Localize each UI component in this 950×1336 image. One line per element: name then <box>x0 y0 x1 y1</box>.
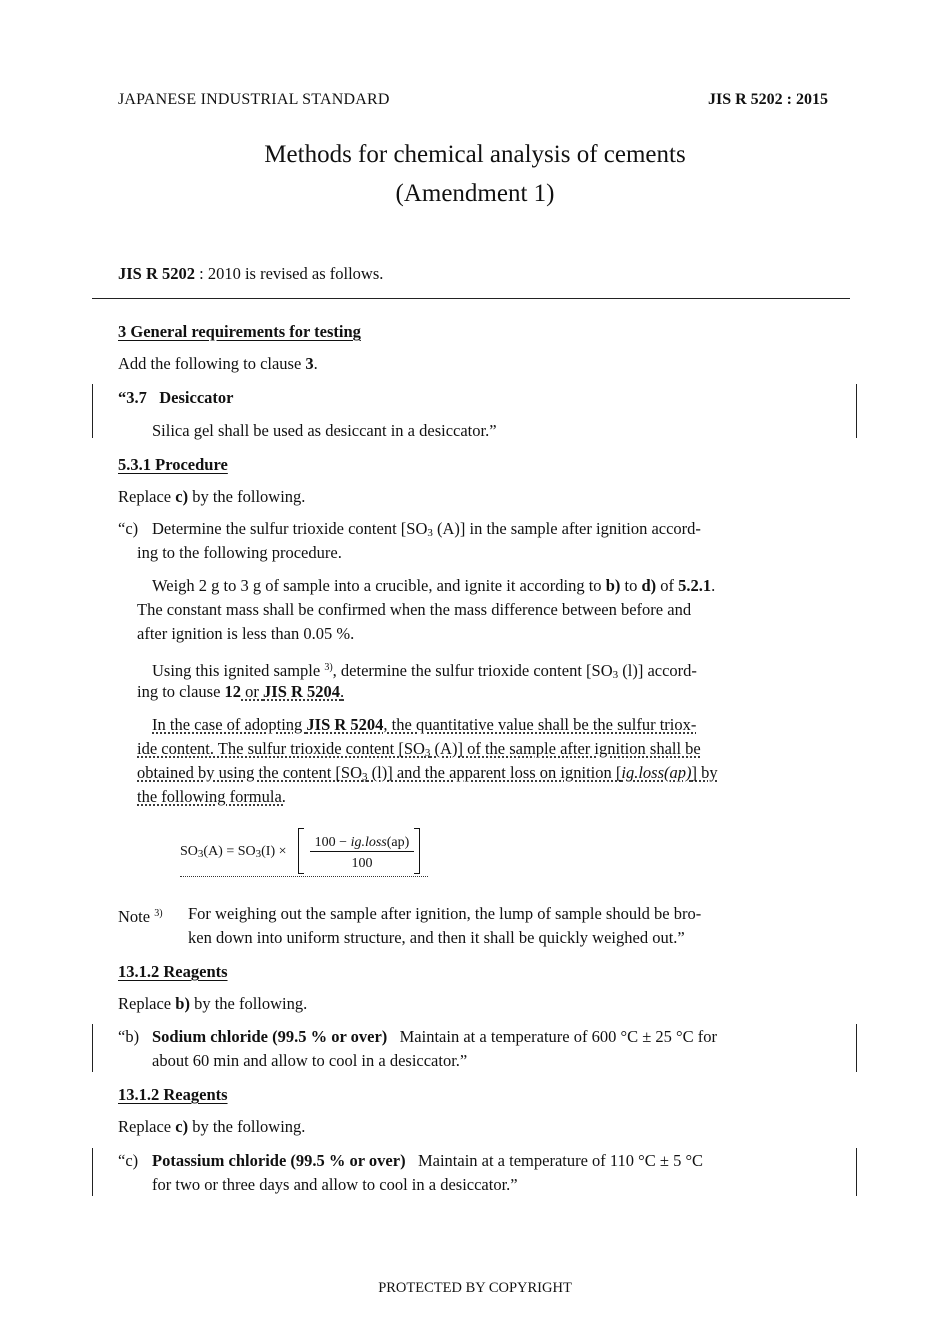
section-13-1-2-instruction: Replace c) by the following. <box>118 1117 306 1136</box>
intro-statement: : 2010 is revised as follows. <box>195 264 384 283</box>
formula-numerator: 100 − ig.loss(ap) <box>314 835 410 850</box>
paragraph-jis-line3: obtained by using the content [SO3 (l)] and the apparent loss on ignition [ig.loss(ap)] by <box>137 763 718 783</box>
change-bar <box>92 384 93 438</box>
formula-lhs: SO3(A) = SO3(I) × <box>180 844 287 860</box>
item-c-label: “c) <box>118 519 139 538</box>
divider <box>92 298 850 299</box>
change-bar <box>92 1024 93 1072</box>
item-b-line2: about 60 min and allow to cool in a desiccator.” <box>152 1051 468 1070</box>
item-c-line2: ing to the following procedure. <box>137 543 342 562</box>
clause-title: Desiccator <box>159 388 234 407</box>
formula-denominator: 100 <box>351 856 373 871</box>
item-b-line1: Sodium chloride (99.5 % or over) Maintain at a temperature of 600 °C ± 25 °C for <box>152 1027 717 1046</box>
clause-3-7 <box>118 386 233 410</box>
change-bar <box>856 384 857 438</box>
item-c-reagent-line1: Potassium chloride (99.5 % or over) Maintain at a temperature of 110 °C ± 5 °C <box>152 1151 704 1170</box>
section-5-3-1-instruction: Replace c) by the following. <box>118 487 306 506</box>
paragraph-jis-line2: ide content. The sulfur trioxide content [SO3 (A)] of the sample after ignition shall be <box>137 739 701 759</box>
footnote-ref: 3) <box>324 662 333 673</box>
clause-3-7-body: Silica gel shall be used as desiccant in a desiccator.” <box>152 421 497 440</box>
note-line2: ken down into uniform structure, and then it shall be quickly weighed out.” <box>188 928 685 947</box>
intro-text <box>118 262 383 286</box>
paragraph-weigh-line1: Weigh 2 g to 3 g of sample into a crucible, and ignite it according to b) to d) of 5.2.1. <box>152 576 716 595</box>
reagent-name: Potassium chloride (99.5 % or over) <box>152 1151 406 1170</box>
standard-number: JIS R 5202 : 2015 <box>707 91 828 108</box>
paragraph-jis-line4: the following formula. <box>137 787 286 806</box>
formula <box>180 828 428 876</box>
note-label: Note $^{3)}$ <box>118 907 163 926</box>
dotted-underline <box>180 876 428 877</box>
section-3-instruction: Add the following to clause 3. <box>118 354 318 373</box>
document-category: JAPANESE INDUSTRIAL STANDARD <box>118 91 390 108</box>
bracket-left <box>298 828 304 874</box>
change-bar <box>856 1024 857 1072</box>
item-c-reagent-line2: for two or three days and allow to cool in a desiccator.” <box>152 1175 518 1194</box>
paragraph-ignited-line1: Using this ignited sample $^{3)}$, determine the sulfur trioxide content [SO3 (l)] accord- <box>152 661 697 681</box>
item-c-label: “c) <box>118 1151 139 1170</box>
paragraph-weigh-line2: The constant mass shall be confirmed when the mass difference between before and <box>137 600 692 619</box>
section-13-1-2-instruction: Replace b) by the following. <box>118 994 308 1013</box>
item-c-line1: Determine the sulfur trioxide content [SO3 (A)] in the sample after ignition accord- <box>152 519 701 539</box>
section-3-heading: 3 General requirements for testing <box>118 322 361 341</box>
copyright-footer: PROTECTED BY COPYRIGHT <box>378 1280 572 1296</box>
paragraph-jis-line1: In the case of adopting JIS R 5204, the quantitative value shall be the sulfur triox- <box>152 715 697 734</box>
intro-standard: JIS R 5202 <box>118 264 196 283</box>
change-bar <box>92 1148 93 1196</box>
reagent-name: Sodium chloride (99.5 % or over) <box>152 1027 388 1046</box>
paragraph-weigh-line3: after ignition is less than 0.05 %. <box>137 624 355 643</box>
document-subtitle: (Amendment 1) <box>395 180 555 207</box>
change-bar <box>856 1148 857 1196</box>
bracket-right <box>414 828 420 874</box>
note-line1: For weighing out the sample after ignition, the lump of sample should be bro- <box>188 904 702 923</box>
section-13-1-2-heading: 13.1.2 Reagents <box>118 962 228 981</box>
document-title: Methods for chemical analysis of cements <box>264 141 686 168</box>
paragraph-ignited-line2: ing to clause 12 or JIS R 5204. <box>137 682 345 701</box>
section-5-3-1-heading: 5.3.1 Procedure <box>118 455 228 474</box>
section-13-1-2-heading: 13.1.2 Reagents <box>118 1085 228 1104</box>
item-b-label: “b) <box>118 1027 140 1046</box>
clause-number: “3.7 <box>118 388 147 407</box>
